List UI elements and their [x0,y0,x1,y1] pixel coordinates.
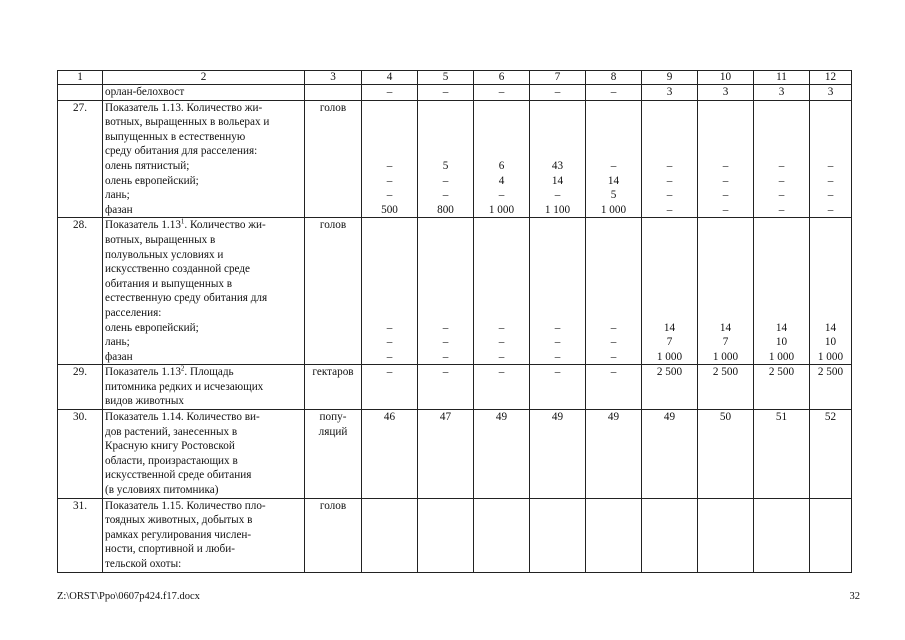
value-cell: – [666,174,673,187]
row-number: 29. [58,365,103,410]
value-cell: – [666,203,673,216]
table-row [58,85,852,101]
value-cell: 1 000 [712,350,739,363]
value-cell: 7 [722,336,729,349]
value-cell: – [610,336,617,349]
indicator-text: питомника редких и исчезающих [105,380,264,393]
header-cell: 6 [474,71,530,85]
value-cell: 14 [663,321,676,334]
value-cell: 14 [607,174,620,187]
indicator-text: Показатель 1.14. Количество ви- [105,411,260,424]
species-label: лань; [105,189,130,202]
indicator-text: дов растений, занесенных в [105,425,238,438]
value-cell: 10 [775,336,788,349]
value-cell: – [827,159,834,172]
species-label: фазан [105,203,133,216]
value-cell: 3 [810,85,852,101]
value-cell: 49 [474,410,530,499]
header-cell: 5 [418,71,474,85]
value-cell: 49 [642,410,698,499]
indicator-text: искусственно созданной среде [105,263,251,276]
value-cell: – [498,321,505,334]
indicator-text: тоядных животных, добытых в [105,514,253,527]
header-cell: 4 [362,71,418,85]
value-cell: 46 [362,410,418,499]
value-column [362,100,418,218]
header-cell: 7 [530,71,586,85]
value-cell: – [442,350,449,363]
header-cell: 2 [103,71,305,85]
value-column [754,100,810,218]
value-cell: 50 [698,410,754,499]
value-cell: 1 000 [817,350,844,363]
value-cell: 2 500 [810,365,852,410]
value-cell: – [362,85,418,101]
value-cell: 52 [810,410,852,499]
value-cell: 14 [824,321,837,334]
value-cell: – [418,85,474,101]
value-cell: 14 [775,321,788,334]
table-row [58,100,852,218]
value-cell: – [827,174,834,187]
value-cell: – [474,85,530,101]
header-cell: 8 [586,71,642,85]
unit-cell: голов [305,218,362,365]
value-column [810,218,852,365]
value-cell: 5 [610,189,617,202]
header-row [58,71,852,85]
value-cell: – [554,189,561,202]
value-cell: 1 000 [768,350,795,363]
value-column [530,100,586,218]
unit-cell: голов [305,100,362,218]
indicator-text: видов животных [105,395,184,408]
value-cell: – [722,189,729,202]
value-column [362,218,418,365]
header-cell: 3 [305,71,362,85]
value-cell: 3 [642,85,698,101]
indicator-text: искусственной среде обитания [105,469,252,482]
header-cell: 12 [810,71,852,85]
value-cell: – [530,365,586,410]
unit-cell: попу- ляций [305,410,362,499]
species-label: олень европейский; [105,174,199,187]
value-cell: 1 100 [544,203,571,216]
value-cell: 1 000 [600,203,627,216]
value-cell: – [386,350,393,363]
value-cell: – [442,174,449,187]
indicator-cell [103,498,305,572]
indicator-text: Показатель 1.13$^2$. Площадь [105,364,234,379]
value-cell: – [474,365,530,410]
value-cell: 43 [551,159,564,172]
indicator-text: области, произрастающих в [105,454,238,467]
value-cell: 6 [498,159,505,172]
value-column [474,218,530,365]
indicator-text: рамках регулирования числен- [105,528,252,541]
value-cell: – [722,203,729,216]
value-cell: 14 [719,321,732,334]
value-cell: 5 [442,159,449,172]
value-column [586,100,642,218]
value-cell: – [554,350,561,363]
value-cell: – [586,365,642,410]
value-cell: – [530,85,586,101]
value-cell: – [586,85,642,101]
table-row [58,365,852,410]
value-cell: – [666,159,673,172]
header-cell: 9 [642,71,698,85]
value-cell: – [498,350,505,363]
value-column [698,100,754,218]
value-cell: 1 000 [656,350,683,363]
species-label: олень пятнистый; [105,159,190,172]
indicator-text: ности, спортивной и люби- [105,543,235,556]
value-cell: 3 [698,85,754,101]
value-cell: – [610,321,617,334]
indicator-text: вотных, выращенных в [105,233,216,246]
value-column [642,100,698,218]
row-label: орлан-белохвост [103,85,305,101]
value-cell: – [442,336,449,349]
value-cell: 10 [824,336,837,349]
value-column [530,218,586,365]
value-cell: – [442,189,449,202]
header-cell: 11 [754,71,810,85]
indicator-text: естественную среду обитания для [105,292,268,305]
row-number: 30. [58,410,103,499]
value-cell: – [827,189,834,202]
indicator-text: тельской охоты: [105,558,182,570]
value-cell: – [778,174,785,187]
file-path: Z:\ORST\Ppo\0607p424.f17.docx [57,591,200,602]
value-cell: – [442,321,449,334]
indicator-text: (в условиях питомника) [105,484,219,497]
value-cell: 2 500 [698,365,754,410]
value-cell: – [386,336,393,349]
value-cell: – [386,159,393,172]
value-cell: 49 [530,410,586,499]
value-column [754,218,810,365]
value-cell: 500 [381,203,398,216]
value-cell: – [827,203,834,216]
value-cell: – [666,189,673,202]
indicator-text: Показатель 1.15. Количество пло- [105,499,266,512]
value-cell: 2 500 [642,365,698,410]
value-cell: – [778,159,785,172]
value-cell: 51 [754,410,810,499]
page-number: 32 [849,591,860,602]
species-label: лань; [105,336,130,349]
indicator-text: Красную книгу Ростовской [105,440,235,453]
value-column [474,100,530,218]
value-cell: – [722,159,729,172]
header-cell: 1 [58,71,103,85]
value-column [418,100,474,218]
table-row [58,410,852,499]
document-page [57,70,847,573]
value-cell: – [498,189,505,202]
value-cell: – [610,159,617,172]
value-column [418,218,474,365]
value-cell: – [386,321,393,334]
value-cell: – [554,336,561,349]
value-cell: 4 [498,174,505,187]
value-column [586,218,642,365]
value-cell: – [610,350,617,363]
value-cell: – [362,365,418,410]
value-cell: 3 [754,85,810,101]
indicator-cell [103,410,305,499]
species-label: фазан [105,350,133,363]
row-number: 31. [58,498,103,572]
value-cell: – [498,336,505,349]
indicator-cell [103,218,305,365]
value-cell: – [778,203,785,216]
value-cell: 47 [418,410,474,499]
indicator-text: выпущенных в естественную [105,130,246,143]
indicator-text: расселения: [105,306,162,319]
unit-cell: голов [305,498,362,572]
indicator-cell [103,100,305,218]
indicator-text: Показатель 1.13. Количество жи- [105,101,263,114]
indicator-cell [103,365,305,410]
value-cell: – [778,189,785,202]
value-cell: – [554,321,561,334]
table-row [58,498,852,572]
value-cell: – [722,174,729,187]
indicator-text: Показатель 1.13$^1$. Количество жи- [105,217,266,232]
value-cell: 14 [551,174,564,187]
value-cell: 1 000 [488,203,515,216]
value-cell: 49 [586,410,642,499]
indicator-text: вотных, выращенных в вольерах и [105,116,270,129]
unit-cell: гектаров [305,365,362,410]
row-number: 27. [58,100,103,218]
indicator-text: обитания и выпущенных в [105,277,233,290]
value-cell: 2 500 [754,365,810,410]
table-row [58,218,852,365]
value-column [810,100,852,218]
value-cell: 7 [666,336,673,349]
indicator-text: полувольных условиях и [105,248,224,261]
header-cell: 10 [698,71,754,85]
value-cell: 800 [437,203,454,216]
value-cell: – [386,189,393,202]
indicators-table [57,70,852,573]
row-number: 28. [58,218,103,365]
species-label: олень европейский; [105,321,199,334]
value-column [642,218,698,365]
value-cell: – [386,174,393,187]
value-cell: – [418,365,474,410]
indicator-text: среду обитания для расселения: [105,145,258,158]
value-column [698,218,754,365]
